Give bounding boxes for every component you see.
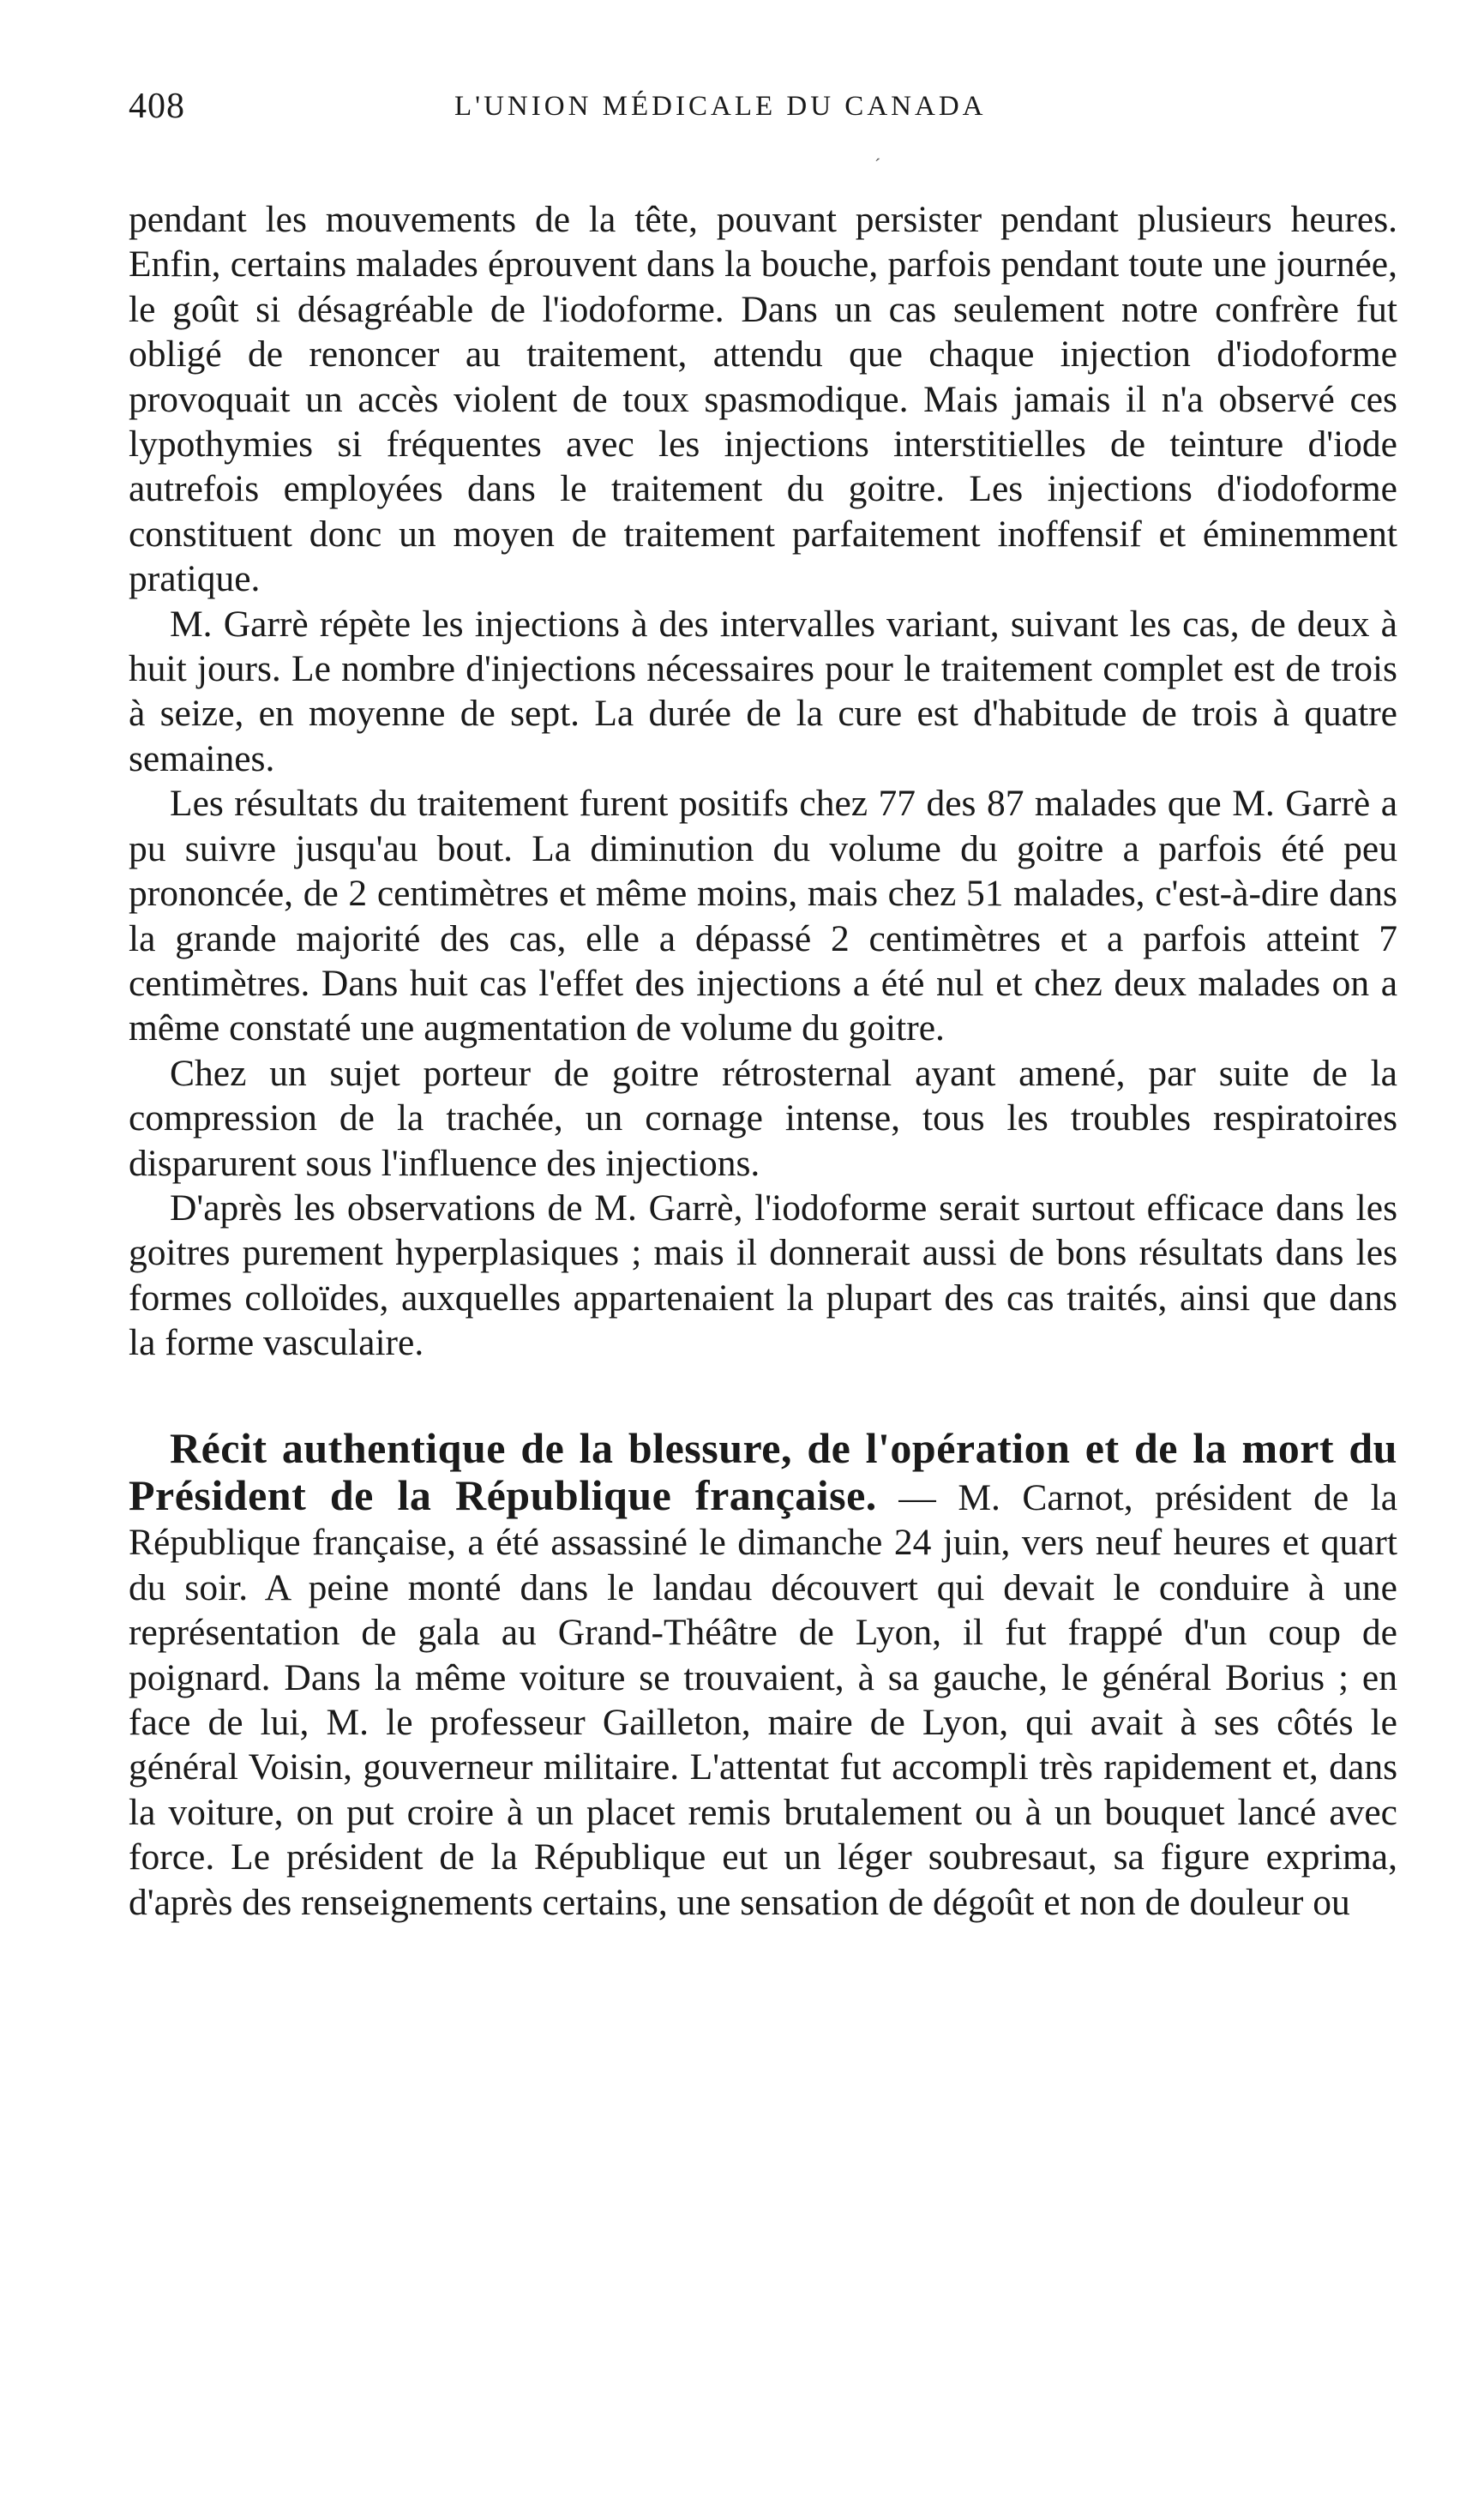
- paragraph-5: D'après les observations de M. Garrè, l'iodoforme serait surtout efficace dans les goitres purement hyperplasiques ; mais il donnerait aussi de bons résultats dans les formes colloïdes, auxquelles appartenaient la plupart des cas traités, ainsi que dans la forme vasculaire.: [129, 1187, 1397, 1364]
- paragraph-3: Les résultats du traitement furent positifs chez 77 des 87 malades que M. Garrè a pu suivre jusqu'au bout. La diminution du volume du goitre a parfois été peu prononcée, de 2 centimètres et même moins, mais chez 51 malades, c'est-à-dire dans la grande majorité des cas, elle a dépassé 2 centimètres et a parfois atteint 7 centimètres. Dans huit cas l'effet des injections a été nul et chez deux malades on a même constaté une augmentation de volume du goitre.: [129, 783, 1397, 1049]
- article-dash: —: [876, 1476, 958, 1518]
- article-text: M. Carnot, président de la République française, a été assassiné le dimanche 24 juin, vers neuf heures et quart du soir. A peine monté dans le landau découvert qui devait le conduire à une représentation de gala au Grand-Théâtre de Lyon, il fut frappé d'un coup de poignard. Dans la même voiture se trouvaient, à sa gauche, le général Borius ; en face de lui, M. le professeur Gailleton, maire de Lyon, qui avait à ses côtés le général Voisin, gouverneur militaire. L'attentat fut accompli très rapidement et, dans la voiture, on put croire à un placet remis brutalement ou à un bouquet lancé avec force. Le président de la République eut un léger soubresaut, sa figure exprima, d'après des renseignements certains, une sensation de dégoût et non de douleur ou: [129, 1476, 1398, 1923]
- page: [129, 86, 1397, 1925]
- journal-title: L'UNION MÉDICALE DU CANADA: [454, 91, 987, 122]
- article-title: Récit authentique de la blessure, de l'opération et de la mort du Président de la République française.: [129, 1423, 1397, 1519]
- paragraph-1: pendant les mouvements de la tête, pouvant persister pendant plusieurs heures. Enfin, certains malades éprouvent dans la bouche, parfois pendant toute une journée, le goût si désagréable de l'iodoforme. Dans un cas seulement notre confrère fut obligé de renoncer au traitement, attendu que chaque injection d'iodoforme provoquait un accès violent de toux spasmodique. Mais jamais il n'a observé ces lypothymies si fréquentes avec les injections interstitielles de teinture d'iode autrefois employées dans le traitement du goitre. Les injections d'iodoforme constituent donc un moyen de traitement parfaitement inoffensif et éminemment pratique.: [129, 199, 1397, 600]
- article-section: [129, 1423, 1398, 1925]
- page-number: 408: [129, 87, 185, 126]
- paragraph-4: Chez un sujet porteur de goitre rétrosternal ayant amené, par suite de la compression de la trachée, un cornage intense, tous les troubles respiratoires disparurent sous l'influence des injections.: [129, 1052, 1397, 1184]
- body-text: [129, 197, 1397, 1366]
- print-mark: ´: [874, 154, 881, 176]
- paragraph-2: M. Garrè répète les injections à des intervalles variant, suivant les cas, de deux à huit jours. Le nombre d'injections nécessaires pour le traitement complet est de trois à seize, en moyenne de sept. La durée de la cure est d'habitude de trois à quatre semaines.: [129, 603, 1397, 779]
- running-head: [129, 86, 1397, 176]
- article-paragraph: [129, 1423, 1398, 1925]
